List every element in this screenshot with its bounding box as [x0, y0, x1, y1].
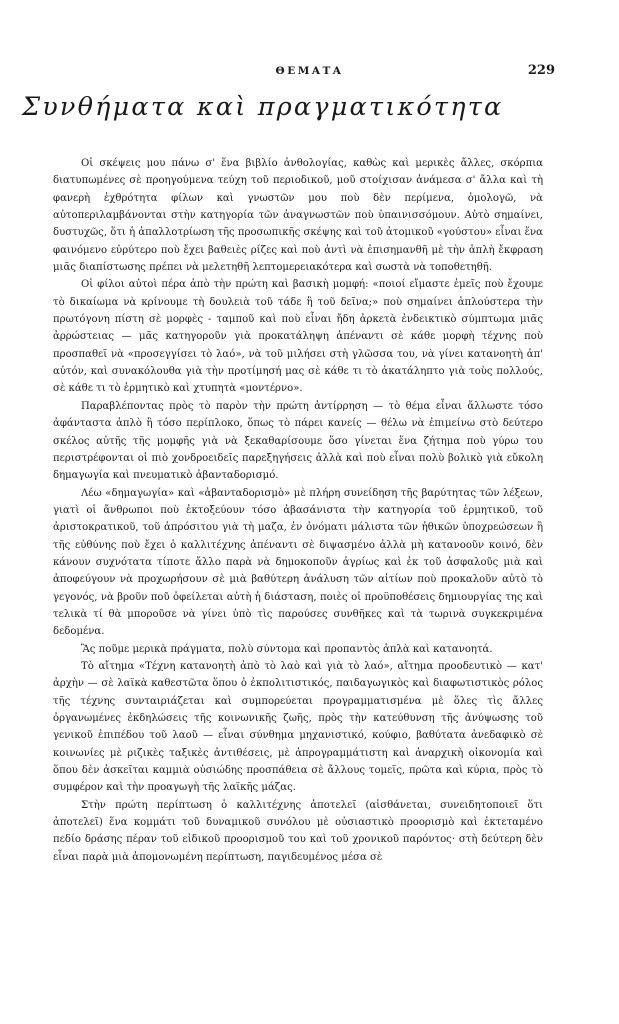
paragraph: Τὸ αἴτημα «Τέχνη κατανοητὴ ἀπὸ τὸ λαὸ καὶ γιὰ τὸ λαό», αἴτημα προοδευτικὸ — κατ' ἀρχὴν — σὲ λαϊκὰ καθεστῶτα ὅπου ὁ ἐκπολιτιστικός, παιδαγωγικὸς καὶ διαφωτιστικὸς ρόλος τῆς τέχνης συνταιριάζεται καὶ συμπορεύεται προγραμματισμένα μὲ ὅλες τὶς ἄλλες ὀργανωμένες ἐκδηλώσεις τῆς κοινωνικῆς ζωῆς, πρὸς τὴν κατεύθυνση τῆς ἀνύψωσης τοῦ γενικοῦ ἐπιπέδου τοῦ λαοῦ — εἶναι σύνθημα μηχανιστικό, κούφιο, βαθύτατα ἀνεδαφικὸ σὲ κοινωνίες μὲ ριζικὲς ταξικὲς ἀντιθέσεις, μὲ ἀπρογραμμάτιστη καὶ ἀναρχικὴ οἰκονομία καὶ ὅπου δὲν ἀσκεῖται καμμιὰ οὐσιώδης προσπάθεια σὲ ἄλλους τομεῖς, πρῶτα καὶ κύρια, πρὸς τὸ συμφέρον καὶ τὴν προαγωγὴ τῆς λαϊκῆς μάζας.: [53, 660, 543, 794]
paragraph: Στὴν πρώτη περίπτωση ὁ καλλιτέχνης ἀποτελεῖ (αἰσθάνεται, συνειδητοποιεῖ ὅτι ἀποτελεῖ) ἕνα κομμάτι τοῦ δυναμικοῦ συνόλου μὲ οὐσιαστικὸ προορισμὸ καὶ ἐκτεταμένο πεδίο δράσης πέραν τοῦ εἰδικοῦ προορισμοῦ του καὶ τοῦ χρονικοῦ παρόντος· στὴ δεύτερη δὲν εἶναι παρὰ μιὰ ἀπομονωμένη περίπτωση, παγιδευμένος μέσα σὲ: [53, 799, 543, 863]
section-name: ΘΕΜΑΤΑ: [275, 65, 344, 77]
paragraph: Παραβλέποντας πρὸς τὸ παρὸν τὴν πρώτη ἀντίρρηση — τὸ θέμα εἶναι ἄλλωστε τόσο ἀφάνταστα ἁπλὸ ἢ τόσο περίπλοκο, ὅπως τὸ πάρει κανείς — θέλω νὰ ἐπιμείνω στὸ δεύτερο σκέλος αὐτῆς τῆς μομφῆς γιὰ νὰ ξεκαθαρίσουμε ὅσο γίνεται ἕνα ζήτημα ποὺ γύρω του περιστρέφονται οἱ πιὸ χονδροειδεῖς παρεξηγήσεις ἀλλὰ καὶ ποὺ εἶναι πολὺ βολικὸ γιὰ εὔκολη δημαγωγία καὶ πνευματικὸ ἀβανταδορισμό.: [53, 400, 543, 482]
article-title: Συνθήματα καὶ πραγματικότητα: [22, 92, 504, 122]
page-number: 229: [527, 63, 555, 78]
paragraph: Οἱ σκέψεις μου πάνω σ' ἕνα βιβλίο ἀνθολογίας, καθὼς καὶ μερικὲς ἄλλες, σκόρπια διατυπωμένες σὲ προηγούμενα τεύχη τοῦ περιοδικοῦ, μοῦ στοίχισαν ἀνάμεσα σ' ἄλλα καὶ τὴ φανερὴ ἐχθρότητα φίλων καὶ γνωστῶν μου ποὺ δὲν περίμενα, ὁμολογῶ, νὰ αὐτοπεριλαμβάνονται στὴν κατηγορία τῶν ἀναγνωστῶν ποὺ ὑπαινισσόμουν. Αὐτὸ σημαίνει, δυστυχῶς, ὅτι ἡ ἀπαλλοτρίωση τῆς προσωπικῆς σκέψης καὶ τοῦ ἀτομικοῦ «γούστου» εἶναι ἕνα φαινόμενο εὐρύτερο ποὺ ἔχει βαθειὲς ρίζες καὶ ποὺ ἀντὶ νὰ ἐπισημανθῆ μὲ τὴν ἁπλὴ ἔκφραση μιᾶς διαπίστωσης πρέπει νὰ μελετηθῆ λεπτομερειακότερα καὶ σωστὰ νὰ τοποθετηθῆ.: [53, 158, 543, 274]
paragraph: Ἂς ποῦμε μερικὰ πράγματα, πολὺ σύντομα καὶ προπαντὸς ἁπλὰ καὶ κατανοητά.: [81, 643, 493, 655]
paragraph: Οἱ φίλοι αὐτοὶ πέρα ἀπὸ τὴν πρώτη καὶ βασικὴ μομφή: «ποιοί εἴμαστε ἐμεῖς ποὺ ἔχουμε τὸ δικαίωμα νὰ κρίνουμε τὴ δουλειὰ τοῦ τάδε ἢ τοῦ δεῖνα;» ποὺ σημαίνει ἁπλούστερα τὴν πρωτόγονη πίστη σὲ μορφὲς - ταμποῦ καὶ ποὺ εἶναι ἤδη ἀρκετὰ ἐνδεικτικὸ σύμπτωμα μιᾶς ἀρρώστειας — μᾶς κατηγοροῦν γιὰ προκατάληψη ἀπέναντι σὲ κάθε μορφὴ τέχνης ποὺ προσπαθεῖ νὰ «προσεγγίσει τὸ λαό», νὰ τοῦ μιλήσει στὴ γλῶσσα του, νὰ γίνει κατανοητὴ ἀπ' αὐτόν, καὶ συνακόλουθα γιὰ τὴν προτίμησή μας σὲ κάθε τι τὸ ἀκατάληπτο γιὰ τοὺς πολλούς, σὲ κάθε τι τὸ ἑρμητικὸ καὶ χτυπητὰ «μοντέρνο».: [53, 279, 543, 395]
running-header: [0, 63, 619, 79]
paragraph: Λέω «δημαγωγία» καὶ «ἀβανταδορισμὸ» μὲ πλήρη συνείδηση τῆς βαρύτητας τῶν λέξεων, γιατὶ οἱ ἄνθρωποι ποὺ ἐκτοξεύουν τόσο ἀβασάνιστα τὴν κατηγορία τοῦ ἑρμητικοῦ, τοῦ ἀριστοκρατικοῦ, τοῦ ἀπρόσιτου γιὰ τὴ μαζα, ἐν ὀνόματι μάλιστα τῶν ἠθικῶν ὑποχρεώσεων ἢ τῆς εὐθύνης ποὺ ἔχει ὁ καλλιτέχνης ἀπέναντι σὲ διψασμένο ἀλλὰ μὴ κατανοοῦν κοινό, δὲν κάνουν συχνότατα τίποτε ἄλλο παρὰ νὰ δημοκοποῦν ἀγρίως καὶ ἐκ τοῦ ἀσφαλοῦς μιὰ καὶ ἀποφεύγουν νὰ προχωρήσουν σὲ μιὰ βαθύτερη ἀνάλυση τῶν αἰτίων ποὺ προκαλοῦν αὐτὸ τὸ γεγονός, νὰ βροῦν ποῦ ὀφείλεται αὐτὴ ἡ διάσταση, ποιὲς οἱ προϋποθέσεις δημιουργίας της καὶ τελικὰ τί θὰ μποροῦσε νὰ γίνει ὑπὸ τὶς παρούσες συνθῆκες καὶ τὰ τωρινὰ συγκεκριμένα δεδομένα.: [53, 487, 543, 638]
article-body: [53, 155, 543, 866]
